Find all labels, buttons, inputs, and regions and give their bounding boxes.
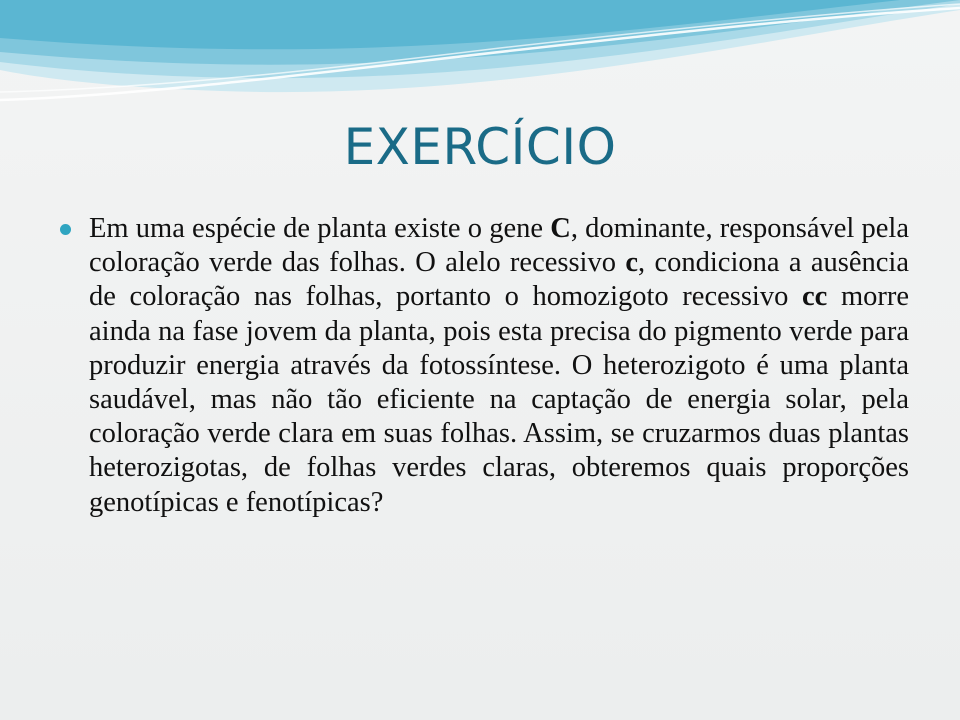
wave-decoration [0, 0, 960, 120]
gene-recessive-label: c [625, 247, 638, 279]
slide-title: EXERCÍCIO [343, 118, 617, 176]
slide-content [60, 212, 910, 520]
text-segment: morre ainda na fase jovem da planta, pois esta precisa do pigmento verde para produzir energia através da fotossíntese. O heterozigoto é uma planta saudável, mas não tão eficiente na captação de energia solar, pela coloração verde clara em suas folhas. Assim, se cruzarmos duas plantas heterozigotas, de folhas verdes claras, obteremos quais proporções genotípicas e fenotípicas? [89, 281, 909, 518]
exercise-paragraph [89, 212, 909, 520]
homozygous-recessive-label: cc [801, 281, 828, 313]
bullet-item [60, 212, 910, 520]
bullet-icon [60, 224, 71, 235]
text-segment: , dominante, responsável pela coloração verde das folhas. O alelo recessivo [89, 213, 909, 279]
text-segment: , condiciona a ausência de coloração nas folhas, portanto o homozigoto recessivo [89, 247, 909, 313]
text-segment: Em uma espécie de planta existe o gene [89, 213, 551, 244]
gene-dominant-label: C [550, 213, 571, 244]
